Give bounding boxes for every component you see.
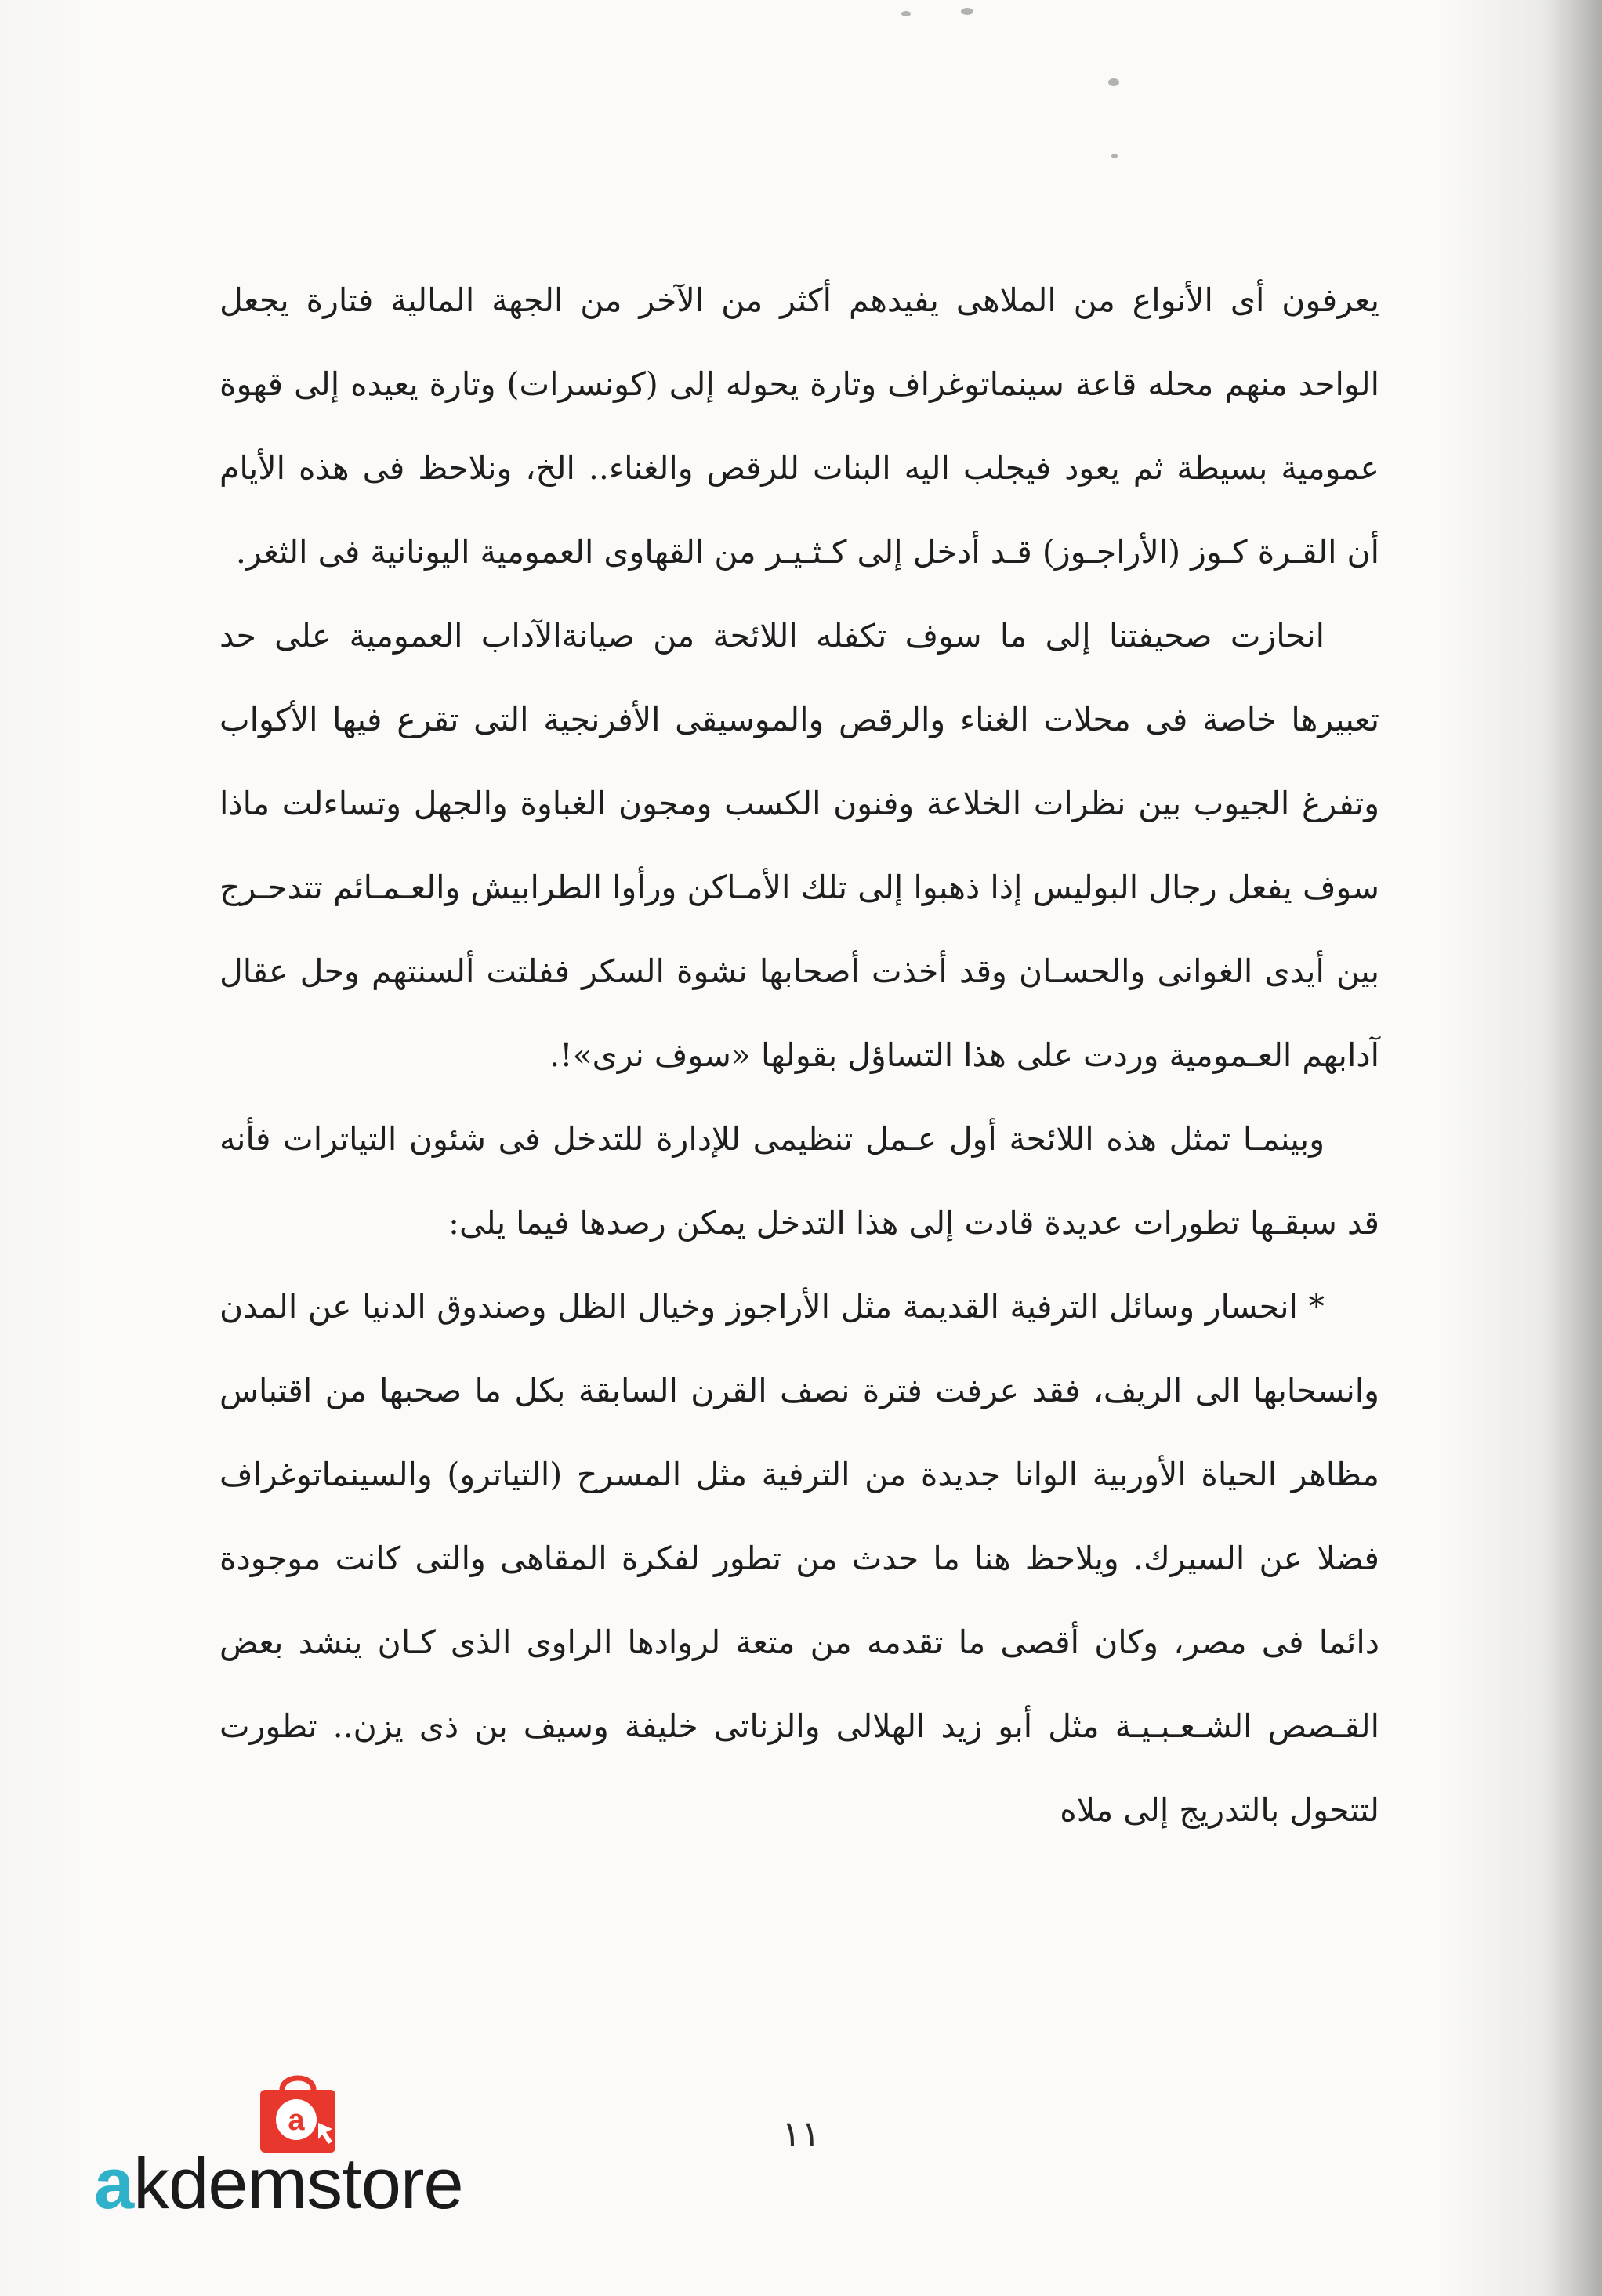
body-text bbox=[219, 259, 1379, 1852]
paragraph: * انحسار وسائل الترفية القديمة مثل الأراجوز وخيال الظل وصندوق الدنيا عن المدن وانسحابها الى الريف، فقد عرفت فترة نصف القرن السابقة بكل ما صحبها من اقتباس مظاهر الحياة الأوربية الوانا جديدة من الترفية مثل المسرح (التياترو) والسينماتوغراف فضلا عن السيرك. ويلاحظ هنا ما حدث من تطور لفكرة المقاهى والتى كانت موجودة دائما فى مصر، وكان أقصى ما تقدمه من متعة لروادها الراوى الذى كـان ينشد بعض القـصص الشـعـبـيـة مثل أبو زيد الهلالى والزناتى خليفة وسيف بن ذى يزن.. تطورت لتتحول بالتدريج إلى ملاه bbox=[219, 1288, 1379, 1829]
brand-prefix: a bbox=[94, 2144, 134, 2224]
page-number: ١١ bbox=[781, 2113, 821, 2155]
paragraph: وبينمـا تمثل هذه اللائحة أول عـمل تنظيمى للإدارة للتدخل فى شئون التياترات فأنه قد سبقـها تطورات عديدة قادت إلى هذا التدخل يمكن رصدها فيما يلى: bbox=[219, 1120, 1379, 1242]
store-brand-name bbox=[94, 2144, 463, 2224]
store-watermark-logo bbox=[94, 2069, 533, 2224]
scan-speck bbox=[961, 8, 973, 15]
scan-speck bbox=[1108, 78, 1119, 86]
brand-rest: kdemstore bbox=[133, 2144, 463, 2224]
scan-speck bbox=[1111, 154, 1118, 158]
logo-icon-letter: a bbox=[288, 2104, 305, 2137]
paragraph: يعرفون أى الأنواع من الملاهى يفيدهم أكثر من الآخر من الجهة المالية فتارة يجعل الواحد منهم محله قاعة سينماتوغراف وتارة يحوله إلى (كونسرات) وتارة يعيده إلى قهوة عمومية بسيطة ثم يعود فيجلب اليه البنات للرقص والغناء.. الخ، ونلاحظ فى هذه الأيام أن القـرة كـوز (الأراجـوز) قـد أدخل إلى كـثـيـر من القهاوى العمومية اليونانية فى الثغر. bbox=[219, 281, 1379, 571]
page-spine-shadow bbox=[1547, 0, 1602, 2296]
paragraph: انحازت صحيفتنا إلى ما سوف تكفله اللائحة من صيانةالآداب العمومية على حد تعبيرها خاصة فى محلات الغناء والرقص والموسيقى الأفرنجية التى تقرع فيها الأكواب وتفرغ الجيوب بين نظرات الخلاعة وفنون الكسب ومجون الغباوة والجهل وتساءلت ماذا سوف يفعل رجال البوليس إذا ذهبوا إلى تلك الأمـاكن ورأوا الطرابيش والعـمـائم تتدحـرج بين أيدى الغوانى والحسـان وقد أخذت أصحابها نشوة السكر ففلتت ألسنتهم وحل عقال آدابهم العـمومية وردت على هذا التساؤل بقولها «سوف نرى»!. bbox=[219, 617, 1379, 1074]
scan-speck bbox=[901, 11, 911, 16]
